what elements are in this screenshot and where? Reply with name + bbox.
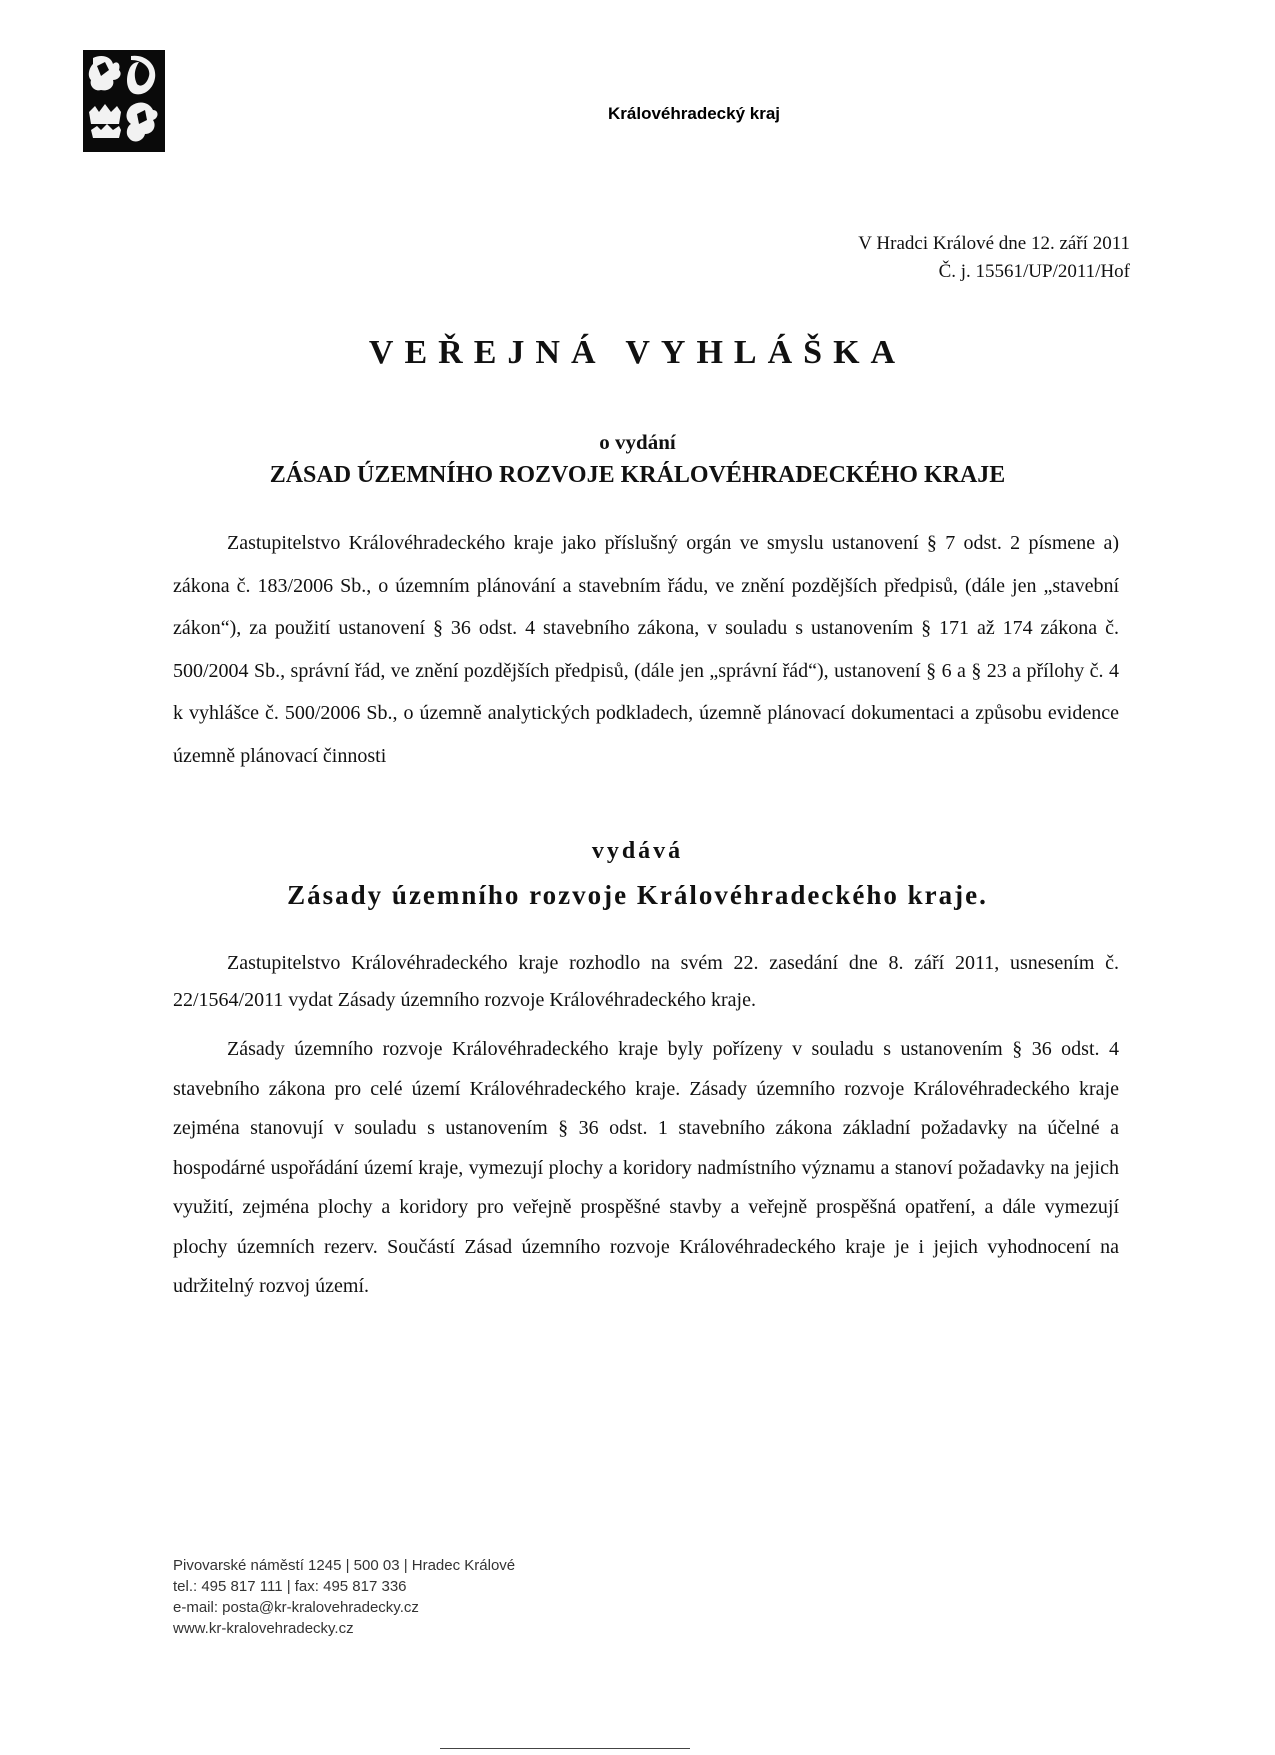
intro-paragraph: Zastupitelstvo Královéhradeckého kraje jako příslušný orgán ve smyslu ustanovení § 7 odst. 2 písmene a) zákona č. 183/2006 Sb., o územním plánování a stavebním řádu, ve znění pozdějších předpisů, (dále jen „stavební zákon“), za použití ustanovení § 36 odst. 4 stavebního zákona, v souladu s ustanovením § 171 až 174 zákona č. 500/2004 Sb., správní řád, ve znění pozdějších předpisů, (dále jen „správní řád“), ustanovení § 6 a § 23 a přílohy č. 4 k vyhlášce č. 500/2006 Sb., o územně analytických podkladech, územně plánovací dokumentaci a způsobu evidence územně plánovací činnosti	[173, 532, 1119, 767]
coat-of-arms-icon	[83, 50, 165, 152]
subtitle-line-2: ZÁSAD ÚZEMNÍHO ROZVOJE KRÁLOVÉHRADECKÉHO KRAJE	[269, 462, 1006, 488]
reference-number: Č. j. 15561/UP/2011/Hof	[938, 261, 1130, 282]
decision-paragraph: Zastupitelstvo Královéhradeckého kraje rozhodlo na svém 22. zasedání dne 8. září 2011, usnesením č. 22/1564/2011 vydat Zásady územního rozvoje Královéhradeckého kraje.	[173, 952, 1119, 1011]
description-paragraph: Zásady územního rozvoje Královéhradeckého kraje byly pořízeny v souladu s ustanovením § 36 odst. 4 stavebního zákona pro celé území Královéhradeckého kraje. Zásady územního rozvoje Královéhradeckého kraje zejména stanovují v souladu s ustanovením § 36 odst. 1 stavebního zákona základní požadavky na účelné a hospodárné uspořádání území kraje, vymezují plochy a koridory nadmístního významu a stanoví požadavky na jejich využití, zejména plochy a koridory pro veřejně prospěšné stavby a veřejně prospěšná opatření, a dále vymezují plochy územních rezerv. Součástí Zásad územního rozvoje Královéhradeckého kraje je i jejich vyhodnocení na udržitelný rozvoj území.	[173, 1038, 1119, 1297]
org-name: Královéhradecký kraj	[608, 104, 780, 123]
document-date: V Hradci Králové dne 12. září 2011	[858, 233, 1130, 254]
footer-address: Pivovarské náměstí 1245 | 500 03 | Hradec Králové	[173, 1557, 516, 1574]
issues-heading: vydává	[591, 838, 684, 864]
footer-phone: tel.: 495 817 111 | fax: 495 817 336	[173, 1578, 407, 1595]
issued-document-title: Zásady územního rozvoje Královéhradeckého kraje.	[287, 880, 988, 910]
document-title: VEŘEJNÁ VYHLÁŠKA	[368, 334, 907, 371]
footer-email: e-mail: posta@kr-kralovehradecky.cz	[173, 1599, 419, 1616]
bottom-divider	[440, 1748, 690, 1749]
footer-web: www.kr-kralovehradecky.cz	[173, 1620, 354, 1637]
dateline	[858, 230, 1130, 286]
subtitle-line-1: o vydání	[599, 430, 676, 454]
footer-contact	[173, 1555, 515, 1639]
